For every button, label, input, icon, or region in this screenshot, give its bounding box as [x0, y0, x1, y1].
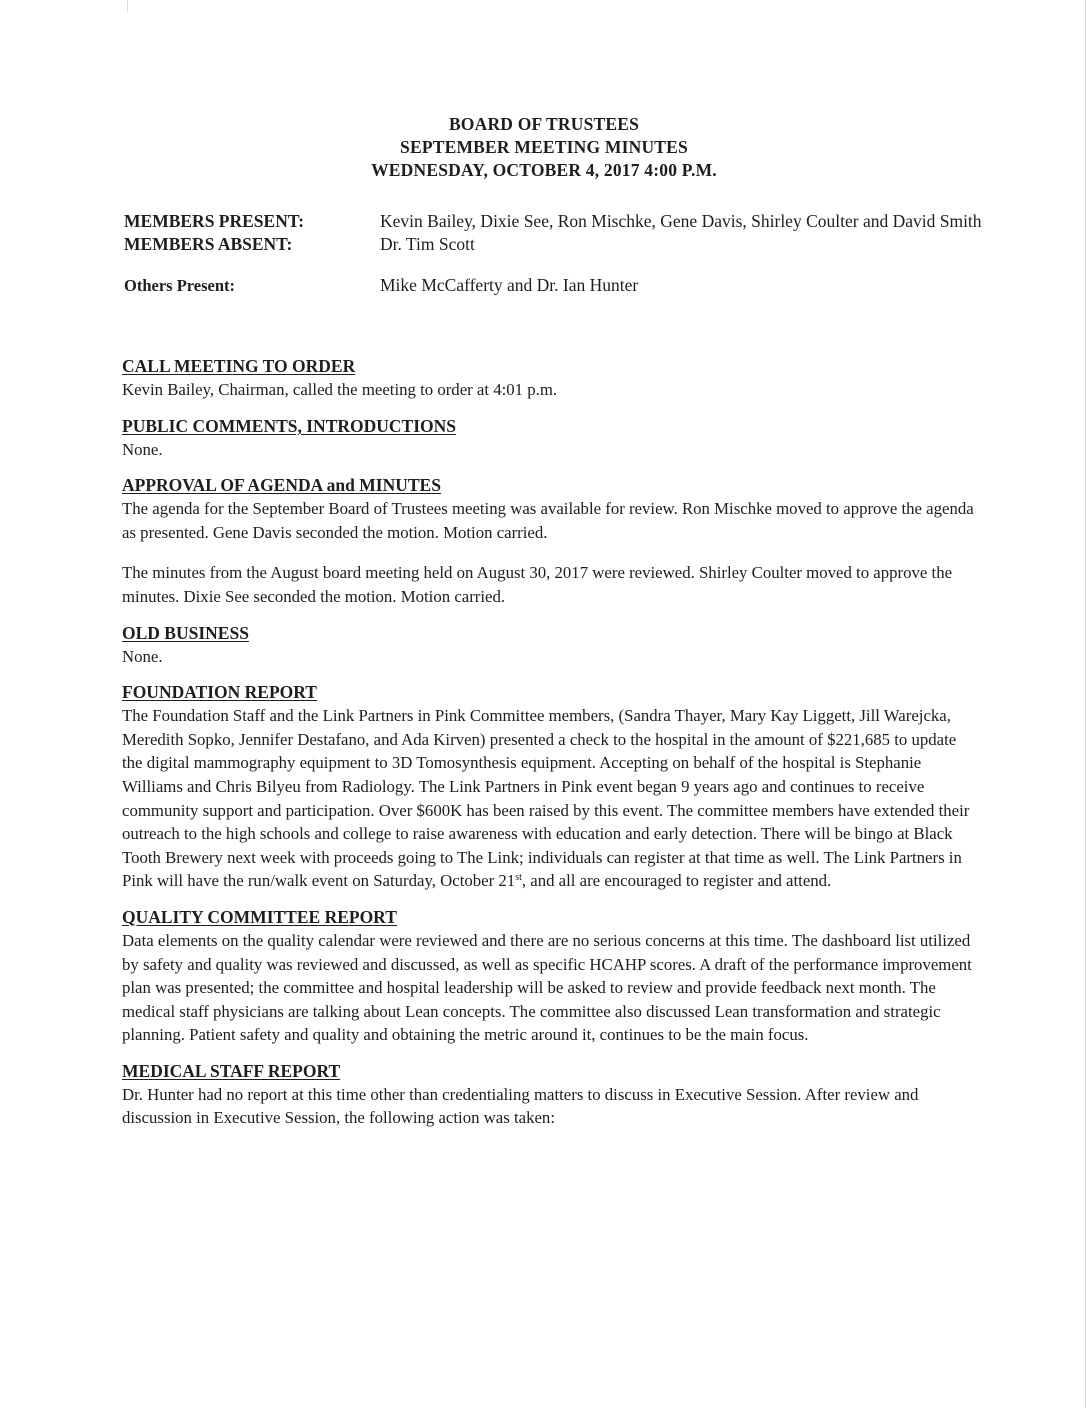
header-date: WEDNESDAY, OCTOBER 4, 2017 4:00 P.M. [371, 160, 717, 180]
members-absent-value: Dr. Tim Scott [380, 234, 475, 254]
scan-edge-line [1085, 0, 1086, 1408]
section-heading: QUALITY COMMITTEE REPORT [122, 906, 397, 927]
section-text: The agenda for the September Board of Trustees meeting was available for review. Ron Mischke moved to approve the agenda as presented. Gene Davis seconded the motion. Motion carried. [122, 499, 974, 542]
document-header [0, 113, 1088, 182]
others-present-value: Mike McCafferty and Dr. Ian Hunter [380, 275, 639, 295]
section-heading: FOUNDATION REPORT [122, 682, 317, 703]
section-text: The minutes from the August board meeting held on August 30, 2017 were reviewed. Shirley Coulter moved to approve the minutes. Dixie See seconded the motion. Motion carried. [122, 563, 953, 606]
minutes-body [122, 355, 974, 1143]
section-text [122, 704, 974, 893]
section-text: Kevin Bailey, Chairman, called the meeting to order at 4:01 p.m. [122, 380, 558, 399]
section-text: None. [122, 646, 163, 666]
foundation-text-end: , and all are encouraged to register and attend. [521, 871, 832, 891]
section-text: None. [122, 439, 163, 459]
section-heading: CALL MEETING TO ORDER [122, 356, 356, 376]
foundation-text-main: The Foundation Staff and the Link Partners in Pink Committee members, (Sandra Thayer, Mary Kay Liggett, Jill Warejcka, Meredith Sopko, Jennifer Destafano, and Ada Kirven) presented a check to the hospital in the amount of $221,685 to update the digital mammography equipment to 3D Tomosynthesis equipment. Accepting on behalf of the hospital is Stephanie Williams and Chris Bilyeu from Radiology. The Link Partners in Pink event began 9 years ago and continues to receive community support and participation. Over $600K has been raised by this event. The committee members have extended their outreach to the high schools and college to raise awareness with education and early detection. There will be bingo at Black Tooth Brewery next week with proceeds going to The Link; individuals can register at that time as well. The Link Partners in Pink will have the run/walk event on Saturday, October 21 [122, 706, 970, 891]
header-subtitle: SEPTEMBER MEETING MINUTES [400, 137, 688, 157]
section-foundation-report [122, 681, 974, 893]
section-old-business [122, 622, 974, 669]
members-present-label: MEMBERS PRESENT: [124, 211, 305, 231]
section-text: Dr. Hunter had no report at this time other than credentialing matters to discuss in Executive Session. After review and discussion in Executive Session, the following action was taken: [122, 1084, 919, 1128]
section-quality-committee [122, 906, 974, 1047]
members-present-row [124, 210, 984, 233]
section-heading: OLD BUSINESS [122, 622, 249, 643]
section-heading: PUBLIC COMMENTS, INTRODUCTIONS [122, 415, 456, 436]
section-text: Data elements on the quality calendar were reviewed and there are no serious concerns at this time. The dashboard list utilized by safety and quality was reviewed and discussed, as well as specific HCAHP scores. A draft of the performance improvement plan was presented; the committee and hospital leadership will be asked to review and provide feedback next month. The medical staff physicians are talking about Lean concepts. The committee also discussed Lean transformation and strategic planning. Patient safety and quality and obtaining the metric around it, continues to be the main focus. [122, 930, 972, 1045]
section-medical-staff [122, 1060, 974, 1130]
attendance-block [124, 210, 984, 297]
section-heading: MEDICAL STAFF REPORT [122, 1060, 341, 1081]
header-title: BOARD OF TRUSTEES [448, 114, 640, 134]
scan-edge-mark [127, 0, 128, 12]
members-absent-row [124, 233, 984, 256]
section-heading: APPROVAL OF AGENDA and MINUTES [122, 475, 441, 496]
members-present-value: Kevin Bailey, Dixie See, Ron Mischke, Gene Davis, Shirley Coulter and David Smith [380, 211, 982, 231]
section-public-comments [122, 415, 974, 462]
section-call-to-order [122, 355, 974, 402]
others-present-row [124, 274, 984, 297]
others-present-label: Others Present: [124, 276, 236, 295]
section-approval [122, 474, 974, 608]
ordinal-suffix: st [515, 872, 522, 884]
members-absent-label: MEMBERS ABSENT: [124, 234, 293, 254]
